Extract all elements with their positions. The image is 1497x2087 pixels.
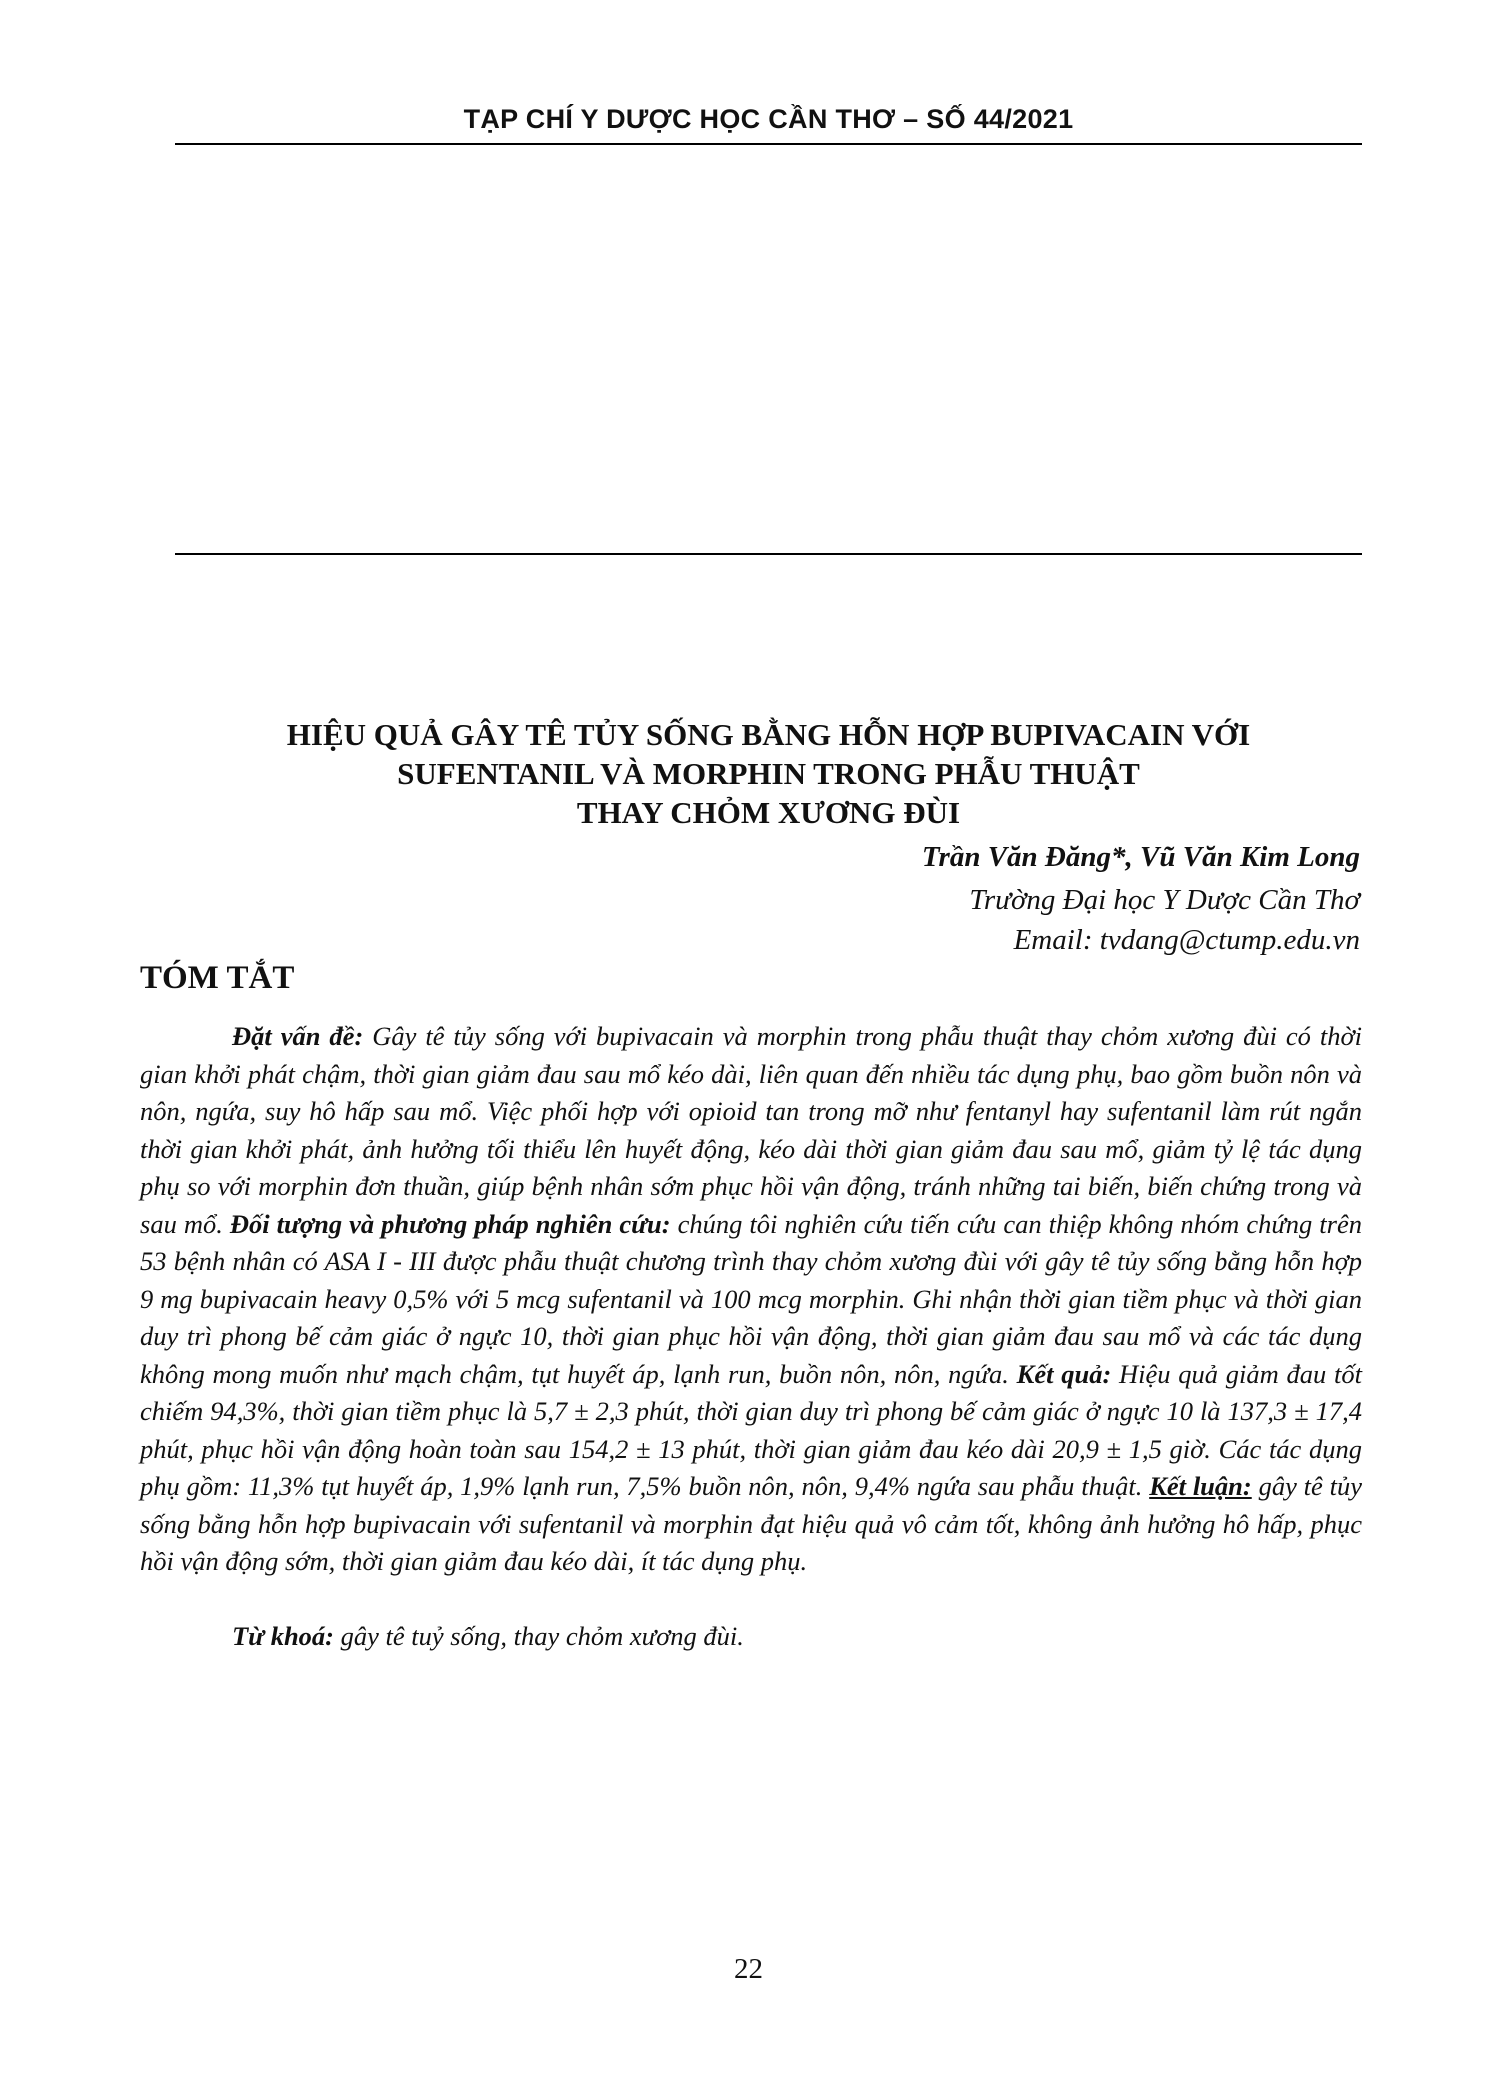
affiliation: Trường Đại học Y Dược Cần Thơ — [969, 884, 1360, 916]
title-line: SUFENTANIL VÀ MORPHIN TRONG PHẪU THUẬT — [397, 756, 1140, 791]
abstract-heading: TÓM TẮT — [140, 960, 295, 996]
author-email: Email: tvdang@ctump.edu.vn — [1013, 924, 1360, 956]
abstract-body — [140, 1018, 1362, 1581]
abstract-label-methods: Đối tượng và phương pháp nghiên cứu: — [229, 1208, 671, 1239]
keywords — [140, 1618, 1362, 1656]
abstract-label-conclusion: Kết luận: — [1149, 1471, 1252, 1501]
page-number: 22 — [734, 1953, 763, 1985]
author-list: Trần Văn Đăng*, Vũ Văn Kim Long — [921, 841, 1360, 873]
abstract-text-methods: chúng tôi nghiên cứu tiến cứu can thiệp không nhóm chứng trên 53 bệnh nhân có ASA I - III được phẫu thuật chương trình thay chỏm xương đùi với gây tê tủy sống bằng hỗn hợp 9 mg bupivacain heavy 0,5% với 5 mcg sufentanil và 100 mcg morphin. Ghi nhận thời gian tiềm phục và thời gian duy trì phong bế cảm giác ở ngực 10, thời gian phục hồi vận động, thời gian giảm đau sau mổ và các tác dụng không mong muốn như mạch chậm, tụt huyết áp, lạnh run, buồn nôn, nôn, ngứa. — [140, 1208, 1362, 1389]
journal-header: TẠP CHÍ Y DƯỢC HỌC CẦN THƠ – SỐ 44/2021 — [463, 104, 1074, 134]
abstract-label-results: Kết quả: — [1016, 1358, 1112, 1389]
abstract-label-background: Đặt vấn đề: — [232, 1021, 364, 1051]
abstract-text-results: Hiệu quả giảm đau tốt chiếm 94,3%, thời gian tiềm phục là 5,7 ± 2,3 phút, thời gian duy trì phong bế cảm giác ở ngực 10 là 137,3 ± 17,4 phút, phục hồi vận động hoàn toàn sau 154,2 ± 13 phút, thời gian giảm đau kéo dài 20,9 ± 1,5 giờ. Các tác dụng phụ gồm: 11,3% tụt huyết áp, 1,9% lạnh run, 7,5% buồn nôn, nôn, 9,4% ngứa sau phẫu thuật. — [140, 1358, 1362, 1501]
header-rule — [175, 143, 1362, 145]
abstract-text-background: Gây tê tủy sống với bupivacain và morphin trong phẫu thuật thay chỏm xương đùi có thời gian khởi phát chậm, thời gian giảm đau sau mổ kéo dài, liên quan đến nhiều tác dụng phụ, bao gồm buồn nôn và nôn, ngứa, suy hô hấp sau mổ. Việc phối hợp với opioid tan trong mỡ như fentanyl hay sufentanil làm rút ngắn thời gian khởi phát, ảnh hưởng tối thiểu lên huyết động, kéo dài thời gian giảm đau sau mổ, giảm tỷ lệ tác dụng phụ so với morphin đơn thuần, giúp bệnh nhân sớm phục hồi vận động, tránh những tai biến, biến chứng trong và sau mổ. — [140, 1021, 1362, 1239]
title-line: THAY CHỎM XƯƠNG ĐÙI — [576, 795, 961, 830]
article-title — [175, 715, 1362, 832]
section-divider — [175, 553, 1362, 555]
title-line: HIỆU QUẢ GÂY TÊ TỦY SỐNG BẰNG HỖN HỢP BUPIVACAIN VỚI — [286, 717, 1251, 752]
keywords-text: gây tê tuỷ sống, thay chỏm xương đùi. — [334, 1621, 744, 1651]
abstract-text-conclusion: gây tê tủy sống bằng hỗn hợp bupivacain với sufentanil và morphin đạt hiệu quả vô cảm tốt, không ảnh hưởng hô hấp, phục hồi vận động sớm, thời gian giảm đau kéo dài, ít tác dụng phụ. — [140, 1471, 1362, 1576]
keywords-label: Từ khoá: — [232, 1621, 335, 1651]
